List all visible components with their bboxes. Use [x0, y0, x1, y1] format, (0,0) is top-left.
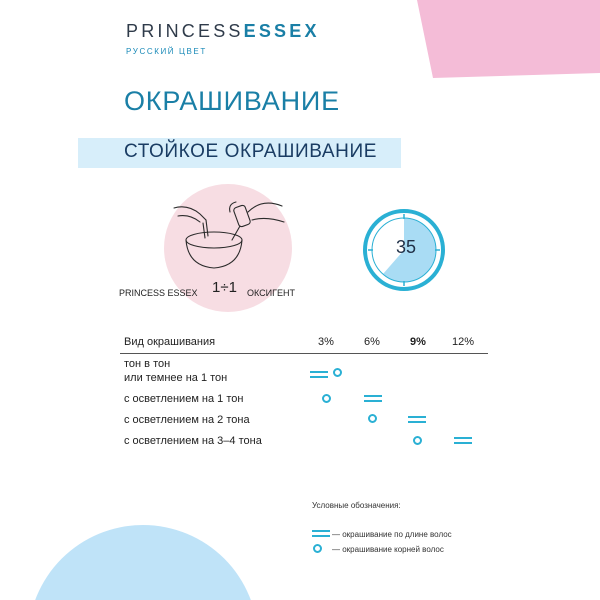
length-color-marker [364, 395, 382, 402]
row-3-label: с осветлением на 2 тона [124, 414, 250, 426]
root-color-marker [368, 414, 377, 423]
mix-ratio: 1÷1 [212, 279, 237, 296]
brand-subtitle: РУССКИЙ ЦВЕТ [126, 47, 207, 56]
root-color-marker [413, 436, 422, 445]
brand-name-part2: ESSEX [243, 21, 320, 41]
column-3-percent: 3% [318, 336, 334, 348]
table-divider [120, 353, 488, 354]
mix-left-label: PRINCESS ESSEX [119, 288, 198, 298]
legend-length-marker [312, 530, 330, 537]
legend-title: Условные обозначения: [312, 501, 401, 510]
table-header-label: Вид окрашивания [124, 336, 216, 348]
mixing-bowl-icon [170, 190, 290, 280]
brand-name-part1: PRINCESS [126, 21, 244, 41]
row-2-label: с осветлением на 1 тон [124, 393, 244, 405]
legend-root-marker [313, 544, 322, 553]
root-color-marker [322, 394, 331, 403]
legend-root-label: — окрашивание корней волос [332, 545, 444, 554]
column-9-percent: 9% [410, 336, 426, 348]
length-color-marker [310, 371, 328, 378]
root-color-marker [333, 368, 342, 377]
legend-length-label: — окрашивание по длине волос [332, 530, 452, 539]
row-1-line2: или темнее на 1 тон [124, 372, 228, 384]
mix-right-label: ОКСИГЕНТ [247, 288, 295, 298]
page-subtitle: СТОЙКОЕ ОКРАШИВАНИЕ [124, 141, 378, 162]
row-4-label: с осветлением на 3–4 тона [124, 435, 262, 447]
table-row-label [124, 357, 227, 385]
row-1-line1: тон в тон [124, 358, 171, 370]
column-6-percent: 6% [364, 336, 380, 348]
length-color-marker [408, 416, 426, 423]
length-color-marker [454, 437, 472, 444]
page-title: ОКРАШИВАНИЕ [124, 86, 340, 116]
brand-logo [126, 20, 320, 56]
column-12-percent: 12% [452, 336, 475, 348]
brand-name [126, 20, 320, 42]
timer-minutes: 35 [395, 237, 417, 257]
